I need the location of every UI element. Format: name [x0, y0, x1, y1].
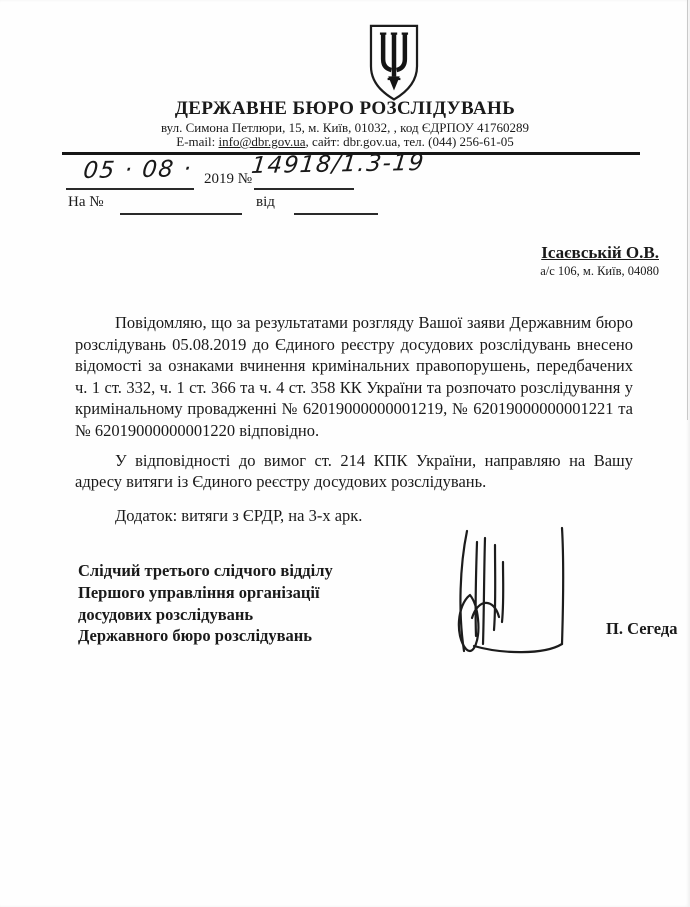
signer-title-block [78, 560, 333, 647]
signer-name: П. Сегеда [606, 619, 678, 638]
body-paragraph-1: Повідомляю, що за результатами розгляду Вашої заяви Державним бюро розслідувань 05.08.2019 до Єдиного реєстру досудових розслідувань внесено відомості за ознаками вчинення кримінальних правопорушень, передбачених ч. 1 ст. 332, ч. 1 ст. 366 та ч. 4 ст. 358 КК України та розпочато розслідування у кримінальному провадженні № 62019000000001219, № 62019000000001221 та № 62019000000001220 відповідно. [75, 313, 633, 440]
letter-body [75, 312, 633, 526]
trident-emblem-icon [361, 24, 427, 102]
recipient-name: Ісаєвській О.В. [541, 243, 659, 262]
recipient-block [540, 243, 659, 279]
site-phone-text: , сайт: dbr.gov.ua, тел. (044) 256-61-05 [305, 134, 514, 149]
signer-title-line: досудових розслідувань [78, 604, 254, 624]
reply-date-blank [294, 212, 378, 215]
handwritten-date: 05 · 08 · [82, 156, 194, 184]
reply-from-label: від [256, 194, 275, 210]
org-name: ДЕРЖАВНЕ БЮРО РОЗСЛІДУВАНЬ [174, 98, 516, 119]
date-blank-line [66, 187, 194, 190]
handwritten-outgoing-number: 14918/1.3-19 [250, 149, 427, 179]
email-label: E-mail: [176, 134, 219, 149]
org-contact-line [0, 134, 690, 150]
attachment-line: Додаток: витяги з ЄРДР, на 3-х арк. [115, 505, 363, 525]
handwritten-signature-icon [450, 520, 575, 662]
signer-title-line: Першого управління організації [78, 582, 320, 602]
year-number-label: 2019 № [204, 171, 253, 187]
signer-title-line: Державного бюро розслідувань [78, 626, 313, 646]
scan-edge-artifact [687, 0, 688, 420]
body-paragraph-2: У відповідності до вимог ст. 214 КПК України, направляю на Вашу адресу витяги із Єдиного реєстру досудових розслідувань. [75, 450, 633, 492]
recipient-address: а/с 106, м. Київ, 04080 [540, 264, 659, 278]
org-address: вул. Симона Петлюри, 15, м. Київ, 01032, , код ЄДРПОУ 41760289 [160, 120, 530, 135]
reply-to-label: На № [68, 194, 104, 210]
number-blank-line [254, 187, 354, 190]
org-email: info@dbr.gov.ua [218, 134, 306, 149]
signer-title-line: Слідчий третього слідчого відділу [78, 561, 333, 580]
reply-number-blank [120, 212, 242, 215]
